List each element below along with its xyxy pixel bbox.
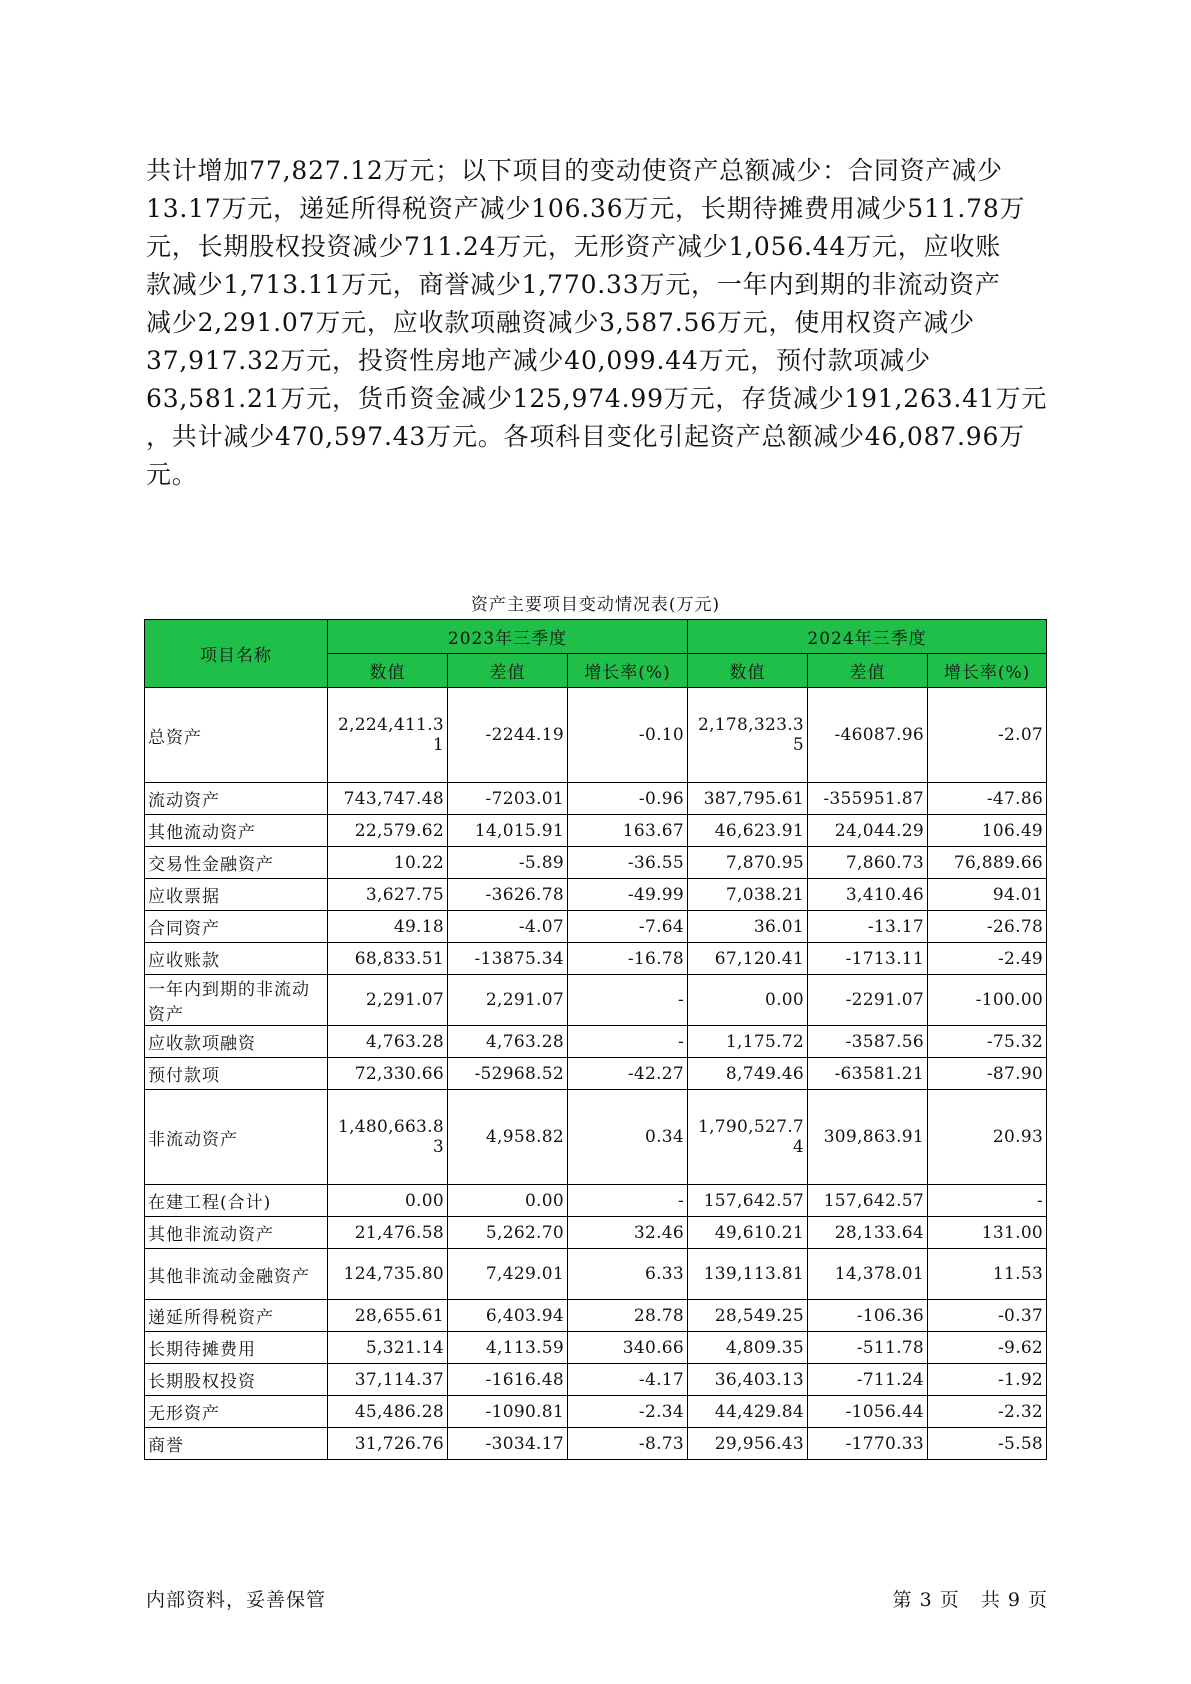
paragraph-line: 元。 xyxy=(146,460,198,489)
cell-r2: -2.49 xyxy=(928,943,1047,975)
cell-v2: 139,113.81 xyxy=(688,1249,808,1300)
cell-d1: -1616.48 xyxy=(448,1364,568,1396)
cell-r1: -7.64 xyxy=(568,911,688,943)
row-item-name: 其他流动资产 xyxy=(145,815,328,847)
cell-v2: 0.00 xyxy=(688,975,808,1026)
cell-v2: 29,956.43 xyxy=(688,1428,808,1460)
row-item-name: 非流动资产 xyxy=(145,1090,328,1185)
cell-d1: -5.89 xyxy=(448,847,568,879)
cell-r1: -0.96 xyxy=(568,783,688,815)
cell-r1: -4.17 xyxy=(568,1364,688,1396)
cell-d1: 6,403.94 xyxy=(448,1300,568,1332)
row-item-name: 交易性金融资产 xyxy=(145,847,328,879)
cell-v1: 49.18 xyxy=(328,911,448,943)
table-row xyxy=(145,1058,1047,1090)
value-header-2023: 数值 xyxy=(328,654,448,688)
table-row xyxy=(145,1026,1047,1058)
cell-d1: -13875.34 xyxy=(448,943,568,975)
cell-d2: -106.36 xyxy=(808,1300,928,1332)
cell-d2: -13.17 xyxy=(808,911,928,943)
cell-v1: 5,321.14 xyxy=(328,1332,448,1364)
cell-v1: 21,476.58 xyxy=(328,1217,448,1249)
paragraph-line: 减少2,291.07万元，应收款项融资减少3,587.56万元，使用权资产减少 xyxy=(146,308,975,337)
footer-page-number: 第 3 页 共 9 页 xyxy=(892,1589,1048,1611)
cell-d1: 4,113.59 xyxy=(448,1332,568,1364)
cell-r2: -75.32 xyxy=(928,1026,1047,1058)
cell-v2: 67,120.41 xyxy=(688,943,808,975)
cell-v1: 2,224,411.31 xyxy=(328,688,448,783)
cell-d1: 7,429.01 xyxy=(448,1249,568,1300)
cell-d2: -46087.96 xyxy=(808,688,928,783)
cell-r2: -1.92 xyxy=(928,1364,1047,1396)
cell-v2: 1,790,527.74 xyxy=(688,1090,808,1185)
cell-r1: 6.33 xyxy=(568,1249,688,1300)
cell-r1: -49.99 xyxy=(568,879,688,911)
cell-d2: -511.78 xyxy=(808,1332,928,1364)
cell-v1: 22,579.62 xyxy=(328,815,448,847)
diff-header-2023: 差值 xyxy=(448,654,568,688)
table-row xyxy=(145,1185,1047,1217)
cell-v1: 72,330.66 xyxy=(328,1058,448,1090)
cell-r2: 76,889.66 xyxy=(928,847,1047,879)
table-row xyxy=(145,911,1047,943)
row-item-name: 在建工程(合计) xyxy=(145,1185,328,1217)
row-item-name: 应收票据 xyxy=(145,879,328,911)
row-item-name: 总资产 xyxy=(145,688,328,783)
table-row xyxy=(145,815,1047,847)
paragraph-line: 13.17万元，递延所得税资产减少106.36万元，长期待摊费用减少511.78万 xyxy=(146,194,1026,223)
cell-v2: 28,549.25 xyxy=(688,1300,808,1332)
table-row xyxy=(145,1090,1047,1185)
row-item-name: 无形资产 xyxy=(145,1396,328,1428)
cell-d1: -52968.52 xyxy=(448,1058,568,1090)
cell-r2: -2.32 xyxy=(928,1396,1047,1428)
cell-r2: 20.93 xyxy=(928,1090,1047,1185)
table-row xyxy=(145,783,1047,815)
cell-d2: 28,133.64 xyxy=(808,1217,928,1249)
cell-d1: -3034.17 xyxy=(448,1428,568,1460)
cell-r1: -2.34 xyxy=(568,1396,688,1428)
cell-d1: -4.07 xyxy=(448,911,568,943)
rate-header-2024: 增长率(%) xyxy=(928,654,1047,688)
table-row xyxy=(145,847,1047,879)
cell-r2: -5.58 xyxy=(928,1428,1047,1460)
cell-v2: 44,429.84 xyxy=(688,1396,808,1428)
row-item-name: 应收账款 xyxy=(145,943,328,975)
cell-v2: 7,038.21 xyxy=(688,879,808,911)
cell-d2: -63581.21 xyxy=(808,1058,928,1090)
cell-v1: 3,627.75 xyxy=(328,879,448,911)
cell-v2: 4,809.35 xyxy=(688,1332,808,1364)
cell-r2: 94.01 xyxy=(928,879,1047,911)
cell-r2: -47.86 xyxy=(928,783,1047,815)
table-body xyxy=(145,688,1047,1460)
cell-v2: 157,642.57 xyxy=(688,1185,808,1217)
paragraph-line: ，共计减少470,597.43万元。各项科目变化引起资产总额减少46,087.96万 xyxy=(146,422,1025,451)
cell-d2: -1056.44 xyxy=(808,1396,928,1428)
cell-v1: 37,114.37 xyxy=(328,1364,448,1396)
table-row xyxy=(145,1364,1047,1396)
cell-r2: 131.00 xyxy=(928,1217,1047,1249)
paragraph-line: 37,917.32万元，投资性房地产减少40,099.44万元，预付款项减少 xyxy=(146,346,931,375)
cell-d2: -355951.87 xyxy=(808,783,928,815)
paragraph-line: 款减少1,713.11万元，商誉减少1,770.33万元，一年内到期的非流动资产 xyxy=(146,270,1001,299)
row-item-name: 合同资产 xyxy=(145,911,328,943)
cell-d1: -7203.01 xyxy=(448,783,568,815)
period-2024-header: 2024年三季度 xyxy=(688,620,1047,654)
body-paragraph xyxy=(146,152,1046,494)
cell-d1: 0.00 xyxy=(448,1185,568,1217)
paragraph-line: 共计增加77,827.12万元；以下项目的变动使资产总额减少：合同资产减少 xyxy=(146,156,1003,185)
cell-v1: 4,763.28 xyxy=(328,1026,448,1058)
cell-r1: - xyxy=(568,1185,688,1217)
table-row xyxy=(145,1396,1047,1428)
cell-v1: 28,655.61 xyxy=(328,1300,448,1332)
cell-r1: 28.78 xyxy=(568,1300,688,1332)
row-item-name: 一年内到期的非流动资产 xyxy=(145,975,328,1026)
cell-d2: -3587.56 xyxy=(808,1026,928,1058)
cell-d2: 3,410.46 xyxy=(808,879,928,911)
table-row xyxy=(145,1249,1047,1300)
cell-d1: 14,015.91 xyxy=(448,815,568,847)
cell-r2: -9.62 xyxy=(928,1332,1047,1364)
paragraph-line: 元，长期股权投资减少711.24万元，无形资产减少1,056.44万元，应收账 xyxy=(146,232,1002,261)
table-row xyxy=(145,1300,1047,1332)
diff-header-2024: 差值 xyxy=(808,654,928,688)
cell-v1: 743,747.48 xyxy=(328,783,448,815)
table-row xyxy=(145,1428,1047,1460)
value-header-2024: 数值 xyxy=(688,654,808,688)
cell-v2: 36,403.13 xyxy=(688,1364,808,1396)
row-item-name: 长期待摊费用 xyxy=(145,1332,328,1364)
table-row xyxy=(145,943,1047,975)
cell-d2: 24,044.29 xyxy=(808,815,928,847)
cell-r1: -0.10 xyxy=(568,688,688,783)
cell-r1: -42.27 xyxy=(568,1058,688,1090)
cell-v1: 124,735.80 xyxy=(328,1249,448,1300)
cell-r2: -26.78 xyxy=(928,911,1047,943)
cell-r1: 32.46 xyxy=(568,1217,688,1249)
paragraph-line: 63,581.21万元，货币资金减少125,974.99万元，存货减少191,263.41万元 xyxy=(146,384,1048,413)
cell-d1: 5,262.70 xyxy=(448,1217,568,1249)
table-row xyxy=(145,879,1047,911)
cell-r2: 106.49 xyxy=(928,815,1047,847)
row-item-name: 其他非流动资产 xyxy=(145,1217,328,1249)
row-item-name: 应收款项融资 xyxy=(145,1026,328,1058)
cell-d2: 14,378.01 xyxy=(808,1249,928,1300)
row-item-name: 长期股权投资 xyxy=(145,1364,328,1396)
cell-d1: -3626.78 xyxy=(448,879,568,911)
row-item-name: 商誉 xyxy=(145,1428,328,1460)
table-caption: 资产主要项目变动情况表(万元) xyxy=(470,595,721,615)
cell-v1: 2,291.07 xyxy=(328,975,448,1026)
cell-d1: 4,763.28 xyxy=(448,1026,568,1058)
cell-d2: -711.24 xyxy=(808,1364,928,1396)
cell-d2: 309,863.91 xyxy=(808,1090,928,1185)
cell-v1: 45,486.28 xyxy=(328,1396,448,1428)
cell-r2: - xyxy=(928,1185,1047,1217)
cell-r1: 0.34 xyxy=(568,1090,688,1185)
cell-v2: 49,610.21 xyxy=(688,1217,808,1249)
cell-r2: -2.07 xyxy=(928,688,1047,783)
cell-r1: - xyxy=(568,975,688,1026)
cell-r1: 163.67 xyxy=(568,815,688,847)
cell-r2: -0.37 xyxy=(928,1300,1047,1332)
cell-v1: 31,726.76 xyxy=(328,1428,448,1460)
cell-v2: 2,178,323.35 xyxy=(688,688,808,783)
cell-d1: -2244.19 xyxy=(448,688,568,783)
cell-v1: 0.00 xyxy=(328,1185,448,1217)
cell-r1: 340.66 xyxy=(568,1332,688,1364)
cell-d2: -1713.11 xyxy=(808,943,928,975)
cell-v1: 1,480,663.83 xyxy=(328,1090,448,1185)
cell-v1: 68,833.51 xyxy=(328,943,448,975)
cell-v2: 387,795.61 xyxy=(688,783,808,815)
cell-d1: 4,958.82 xyxy=(448,1090,568,1185)
cell-v2: 1,175.72 xyxy=(688,1026,808,1058)
period-2023-header: 2023年三季度 xyxy=(328,620,688,654)
table-row xyxy=(145,1217,1047,1249)
table-row xyxy=(145,975,1047,1026)
cell-d2: 7,860.73 xyxy=(808,847,928,879)
cell-v2: 46,623.91 xyxy=(688,815,808,847)
row-item-name: 递延所得税资产 xyxy=(145,1300,328,1332)
cell-d1: -1090.81 xyxy=(448,1396,568,1428)
cell-r2: 11.53 xyxy=(928,1249,1047,1300)
asset-change-table xyxy=(144,619,1047,1460)
cell-r1: -8.73 xyxy=(568,1428,688,1460)
cell-d1: 2,291.07 xyxy=(448,975,568,1026)
table-row xyxy=(145,1332,1047,1364)
cell-d2: 157,642.57 xyxy=(808,1185,928,1217)
cell-r1: - xyxy=(568,1026,688,1058)
cell-r2: -100.00 xyxy=(928,975,1047,1026)
cell-v2: 36.01 xyxy=(688,911,808,943)
cell-r2: -87.90 xyxy=(928,1058,1047,1090)
cell-d2: -1770.33 xyxy=(808,1428,928,1460)
row-item-name: 预付款项 xyxy=(145,1058,328,1090)
footer-confidential-note: 内部资料，妥善保管 xyxy=(146,1589,327,1611)
table-row xyxy=(145,688,1047,783)
cell-r1: -36.55 xyxy=(568,847,688,879)
rate-header-2023: 增长率(%) xyxy=(568,654,688,688)
row-item-name: 其他非流动金融资产 xyxy=(145,1249,328,1300)
cell-v2: 8,749.46 xyxy=(688,1058,808,1090)
cell-d2: -2291.07 xyxy=(808,975,928,1026)
cell-r1: -16.78 xyxy=(568,943,688,975)
row-item-name: 流动资产 xyxy=(145,783,328,815)
item-name-header: 项目名称 xyxy=(145,620,328,688)
cell-v1: 10.22 xyxy=(328,847,448,879)
cell-v2: 7,870.95 xyxy=(688,847,808,879)
